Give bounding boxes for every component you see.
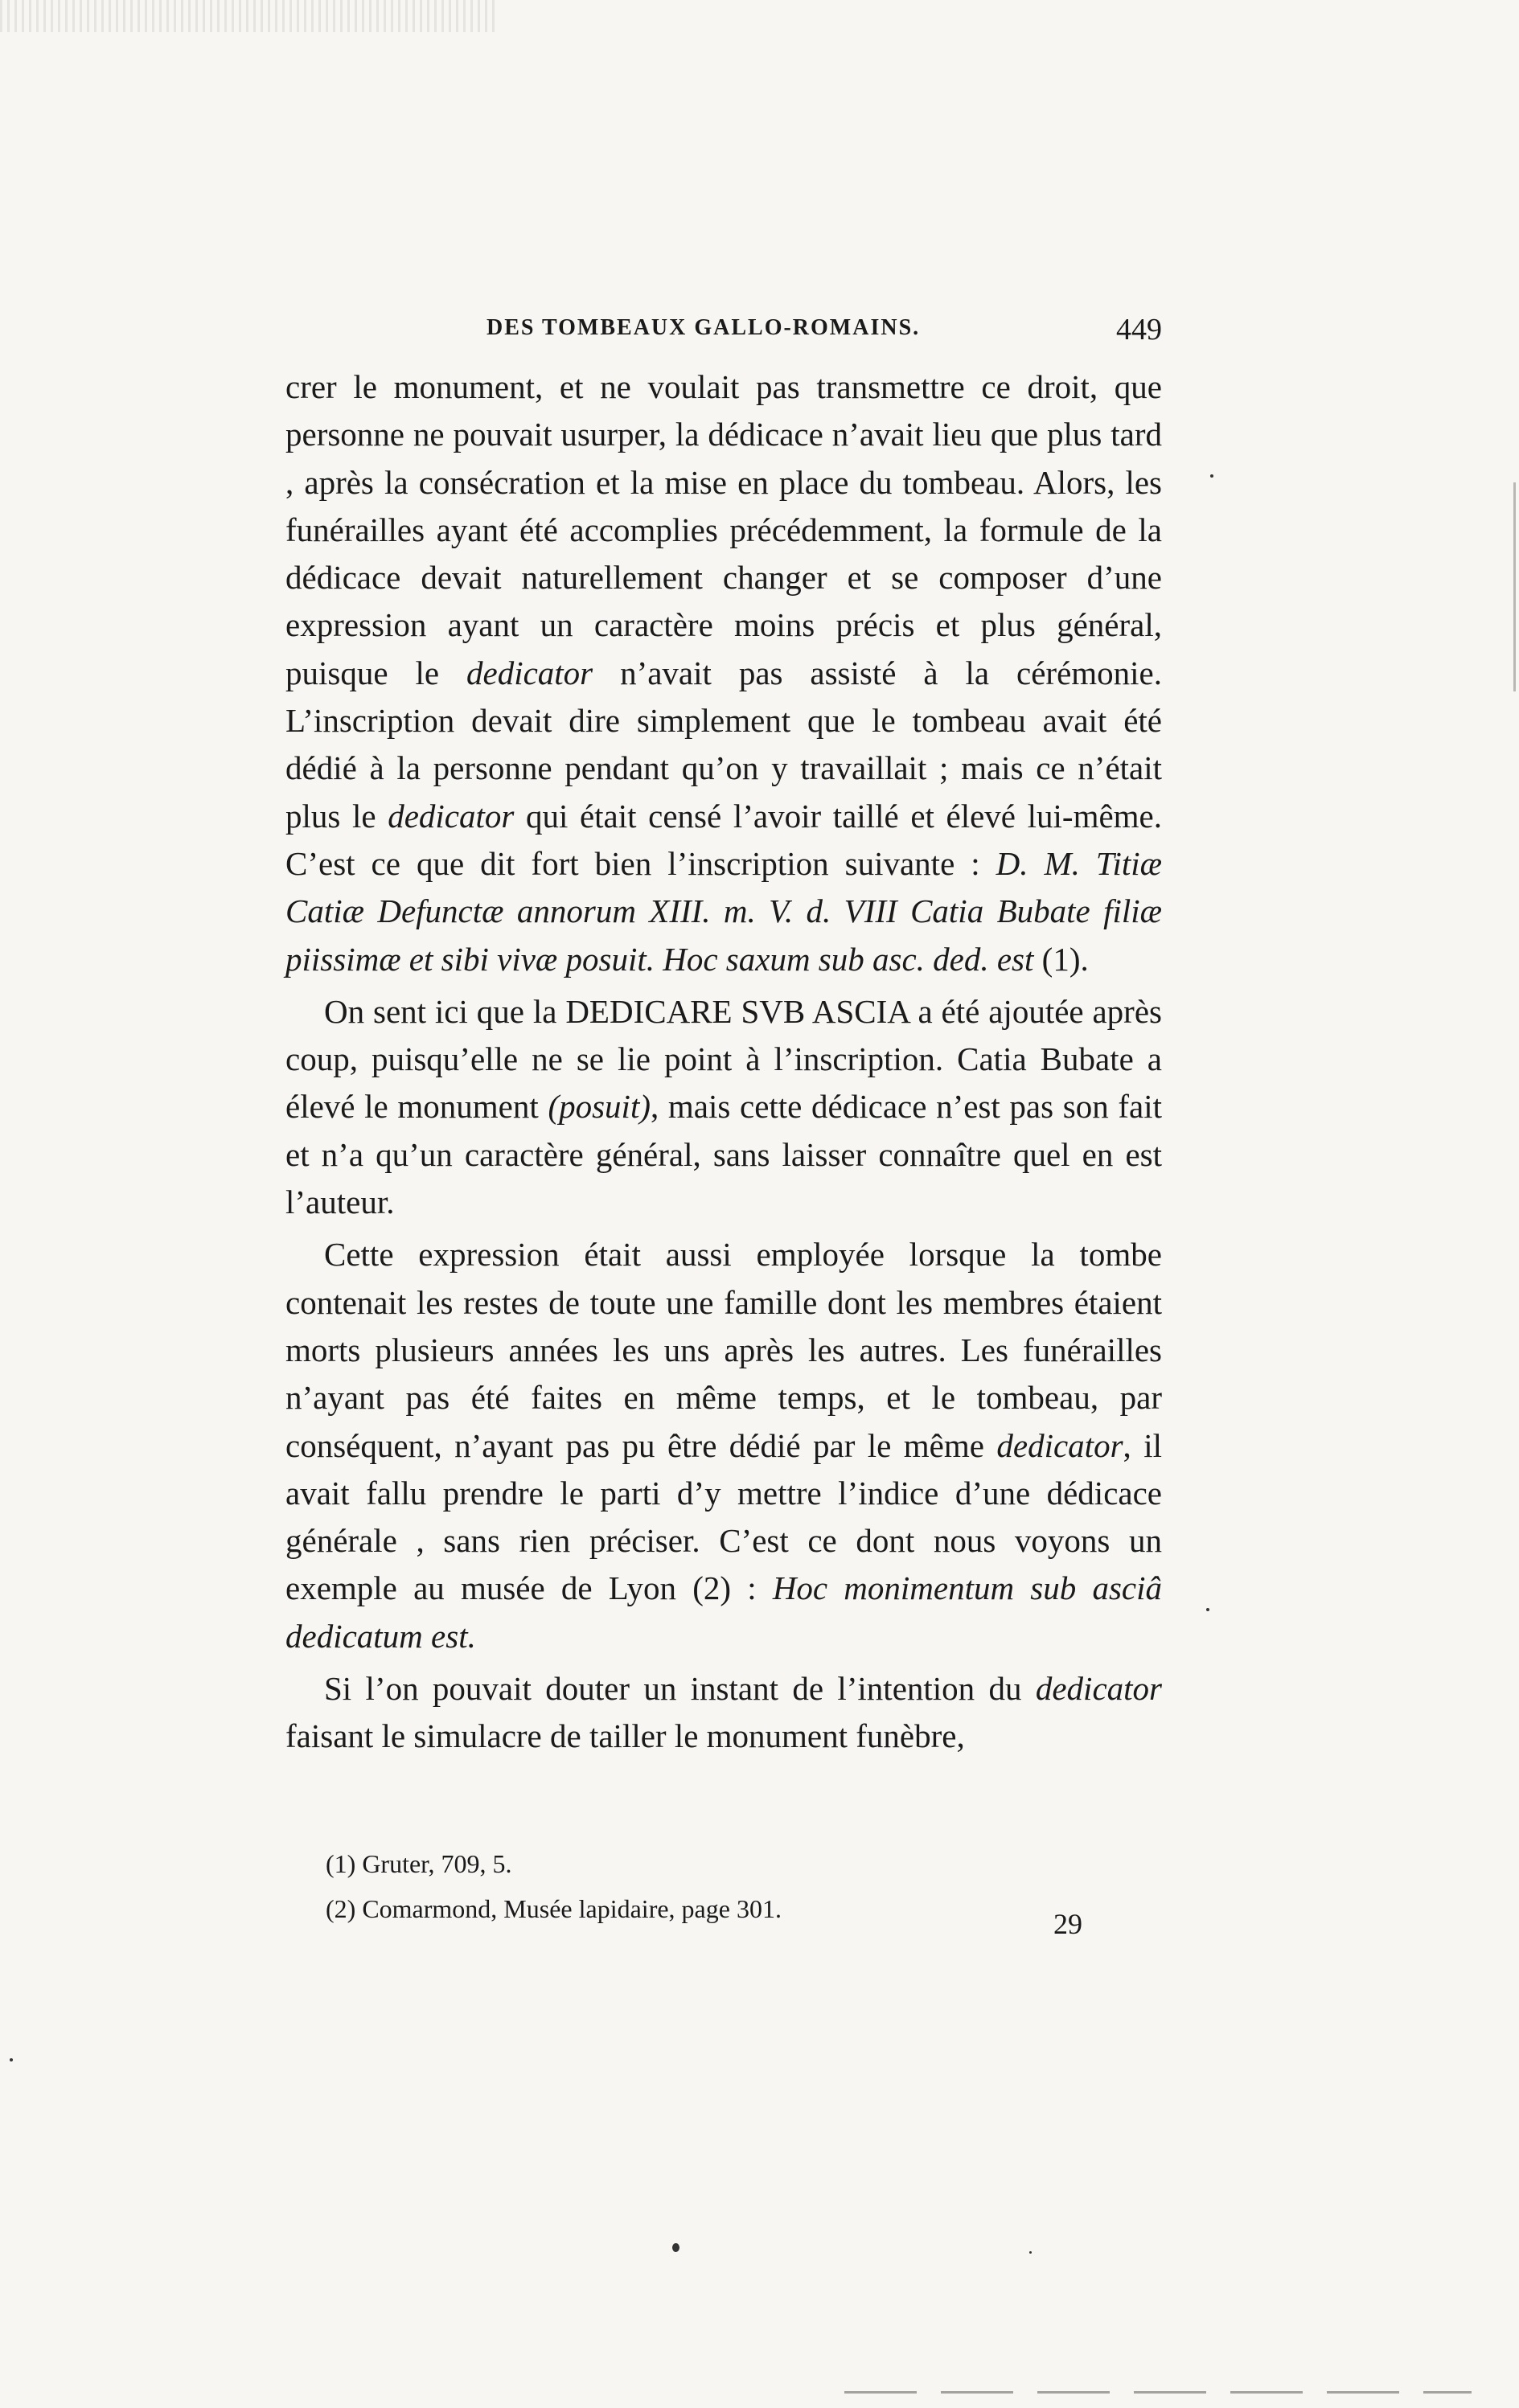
inscription-quote: D. M. Titiæ Catiæ Defunctæ annorum XIII. m. V. d. VIII Catia Bubate filiæ piissimæ et sibi vivæ posuit. Hoc saxum sub asc. ded. est xyxy=(285,844,1162,978)
paragraph-1: crer le monument, et ne voulait pas transmettre ce droit, que personne ne pouvait usurper, la dédicace n’avait lieu que plus tard , après la consécration et la mise en place du tombeau. Alors, les funérailles ayant été accomplies précédemment, la formule de la dédicace devait naturellement changer et se composer d’une expression ayant un caractère moins précis et plus général, puisque le dedicator n’avait pas assisté à la cérémonie. L’inscription devait dire simplement que le tombeau avait été dédié à la personne pendant qu’on y travaillait ; mais ce n’était plus le dedicator qui était censé l’avoir taillé et élevé lui-même. C’est ce que dit fort bien l’inscription suivante : D. M. Titiæ Catiæ Defunctæ annorum XIII. m. V. d. VIII Catia Bubate filiæ piissimæ et sibi vivæ posuit. Hoc saxum sub asc. ded. est (1). xyxy=(285,368,1162,978)
body-text xyxy=(285,363,1162,1761)
scan-bottom-lines xyxy=(844,2391,1472,2394)
scan-speck xyxy=(1210,474,1213,478)
scan-speck xyxy=(10,2058,13,2061)
paragraph-3: Cette expression était aussi employée lorsque la tombe contenait les restes de toute une famille dont les membres étaient morts plusieurs années les uns après les autres. Les funérailles n’ayant pas été faites en même temps, et le tombeau, par conséquent, n’ayant pas pu être dédié par le même dedicator, il avait fallu prendre le parti d’y mettre l’indice d’une dédicace générale , sans rien préciser. C’est ce dont nous voyons un exemple au musée de Lyon (2) : Hoc monimentum sub asciâ dedicatum est. xyxy=(285,1236,1162,1655)
running-title: DES TOMBEAUX GALLO-ROMAINS. xyxy=(486,315,921,340)
paragraph-4: Si l’on pouvait douter un instant de l’intention du dedicator faisant le simulacre de tailler le monument funèbre, xyxy=(285,1670,1162,1755)
scan-speck xyxy=(1206,1608,1209,1611)
page-number: 449 xyxy=(1116,313,1162,347)
footnote-1: (1) Gruter, 709, 5. xyxy=(326,1849,512,1878)
scan-right-edge xyxy=(1513,482,1516,691)
footnote-2: (2) Comarmond, Musée lapidaire, page 301. xyxy=(326,1894,782,1923)
signature-mark: 29 xyxy=(1053,1908,1082,1940)
footnotes xyxy=(326,1841,1162,1931)
running-head xyxy=(285,312,1162,352)
inscription-quote-2: Hoc monimentum sub asciâ dedicatum est. xyxy=(285,1569,1162,1655)
paragraph-2: On sent ici que la DEDICARE SVB ASCIA a été ajoutée après coup, puisqu’elle ne se lie point à l’inscription. Catia Bubate a élevé le monument (posuit), mais cette dédicace n’est pas son fait et n’a qu’un caractère général, sans laisser connaître quel en est l’auteur. xyxy=(285,992,1162,1221)
scan-edge-noise xyxy=(0,0,499,32)
scan-speck xyxy=(672,2243,679,2252)
scan-speck xyxy=(1029,2251,1032,2254)
